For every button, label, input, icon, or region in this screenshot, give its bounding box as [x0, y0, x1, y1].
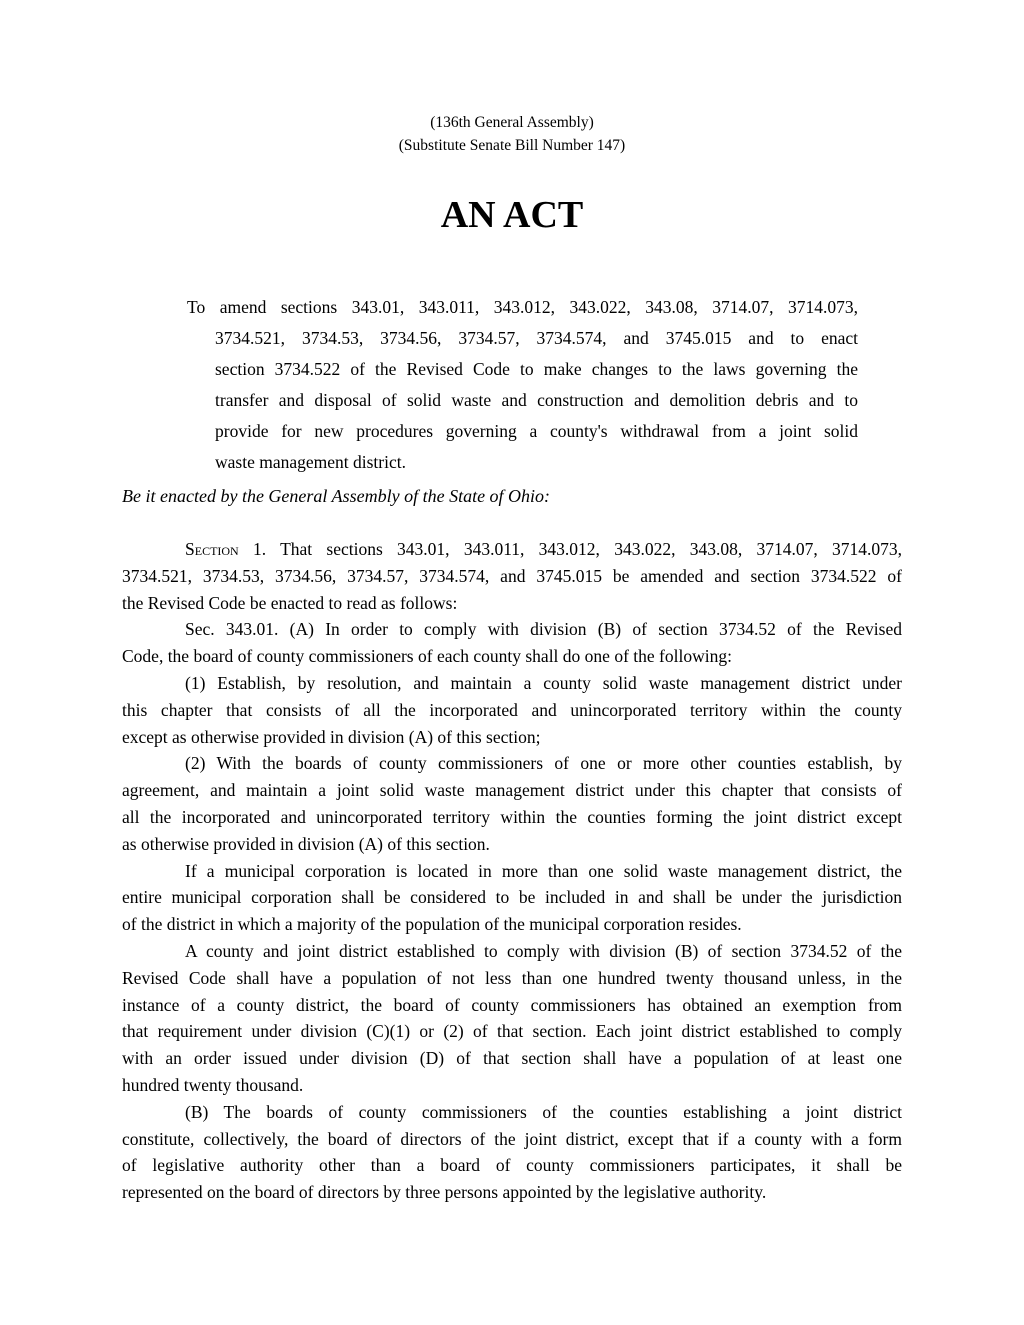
- act-body: [122, 536, 902, 1206]
- body-line: with an order issued under division (D) of that section shall have a population of at least one: [122, 1048, 902, 1069]
- body-line: Revised Code shall have a population of not less than one hundred twenty thousand unless, in the: [122, 967, 902, 988]
- body-line: the Revised Code be enacted to read as follows:: [122, 592, 458, 613]
- body-line: If a municipal corporation is located in more than one solid waste management district, the: [185, 860, 902, 881]
- preamble: [187, 292, 858, 478]
- body-line: Section 1. That sections 343.01, 343.011, 343.012, 343.022, 343.08, 3714.07, 3714.073,: [185, 539, 902, 559]
- body-line: (B) The boards of county commissioners of the counties establishing a joint district: [185, 1101, 902, 1122]
- body-line: that requirement under division (C)(1) or (2) of that section. Each joint district established to comply: [122, 1021, 902, 1042]
- bill-number-line: (Substitute Senate Bill Number 147): [398, 136, 626, 154]
- enacting-clause: Be it enacted by the General Assembly of the State of Ohio:: [122, 486, 551, 506]
- preamble-line: provide for new procedures governing a county's withdrawal from a joint solid: [215, 421, 858, 441]
- body-line: (2) With the boards of county commissioners of one or more other counties establish, by: [185, 753, 902, 774]
- preamble-line: To amend sections 343.01, 343.011, 343.012, 343.022, 343.08, 3714.07, 3714.073,: [187, 297, 858, 317]
- body-line: agreement, and maintain a joint solid waste management district under this chapter that consists of: [122, 780, 902, 801]
- body-line: this chapter that consists of all the incorporated and unincorporated territory within the county: [122, 699, 902, 720]
- body-line: hundred twenty thousand.: [122, 1074, 304, 1095]
- act-title: AN ACT: [440, 194, 584, 236]
- body-line: 3734.521, 3734.53, 3734.56, 3734.57, 3734.574, and 3745.015 be amended and section 3734.522 of: [122, 565, 902, 586]
- preamble-line: waste management district.: [215, 452, 406, 472]
- body-line: Code, the board of county commissioners of each county shall do one of the following:: [122, 646, 732, 667]
- body-line: A county and joint district established to comply with division (B) of section 3734.52 of the: [185, 940, 902, 961]
- body-line: Sec. 343.01. (A) In order to comply with division (B) of section 3734.52 of the Revised: [185, 619, 902, 640]
- body-line: of legislative authority other than a board of county commissioners participates, it shall be: [122, 1155, 902, 1176]
- body-line: entire municipal corporation shall be considered to be included in and shall be under the jurisdiction: [122, 887, 902, 908]
- preamble-line: transfer and disposal of solid waste and construction and demolition debris and to: [215, 390, 858, 410]
- assembly-line: (136th General Assembly): [430, 114, 594, 131]
- body-line: all the incorporated and unincorporated territory within the counties forming the joint district except: [122, 806, 902, 827]
- body-line: of the district in which a majority of the population of the municipal corporation resides.: [122, 914, 742, 935]
- body-line: constitute, collectively, the board of directors of the joint district, except that if a county with a form: [122, 1128, 902, 1149]
- document-header: [0, 112, 1024, 157]
- body-line: instance of a county district, the board of county commissioners has obtained an exemption from: [122, 994, 902, 1015]
- body-line: as otherwise provided in division (A) of this section.: [122, 833, 490, 854]
- body-line: except as otherwise provided in division (A) of this section;: [122, 726, 541, 747]
- body-line: represented on the board of directors by three persons appointed by the legislative authority.: [122, 1182, 767, 1203]
- section-label: Section: [185, 539, 239, 559]
- preamble-line: 3734.521, 3734.53, 3734.56, 3734.57, 3734.574, and 3745.015 and to enact: [215, 328, 858, 348]
- body-line: (1) Establish, by resolution, and maintain a county solid waste management district under: [185, 672, 902, 693]
- preamble-line: section 3734.522 of the Revised Code to make changes to the laws governing the: [215, 359, 858, 379]
